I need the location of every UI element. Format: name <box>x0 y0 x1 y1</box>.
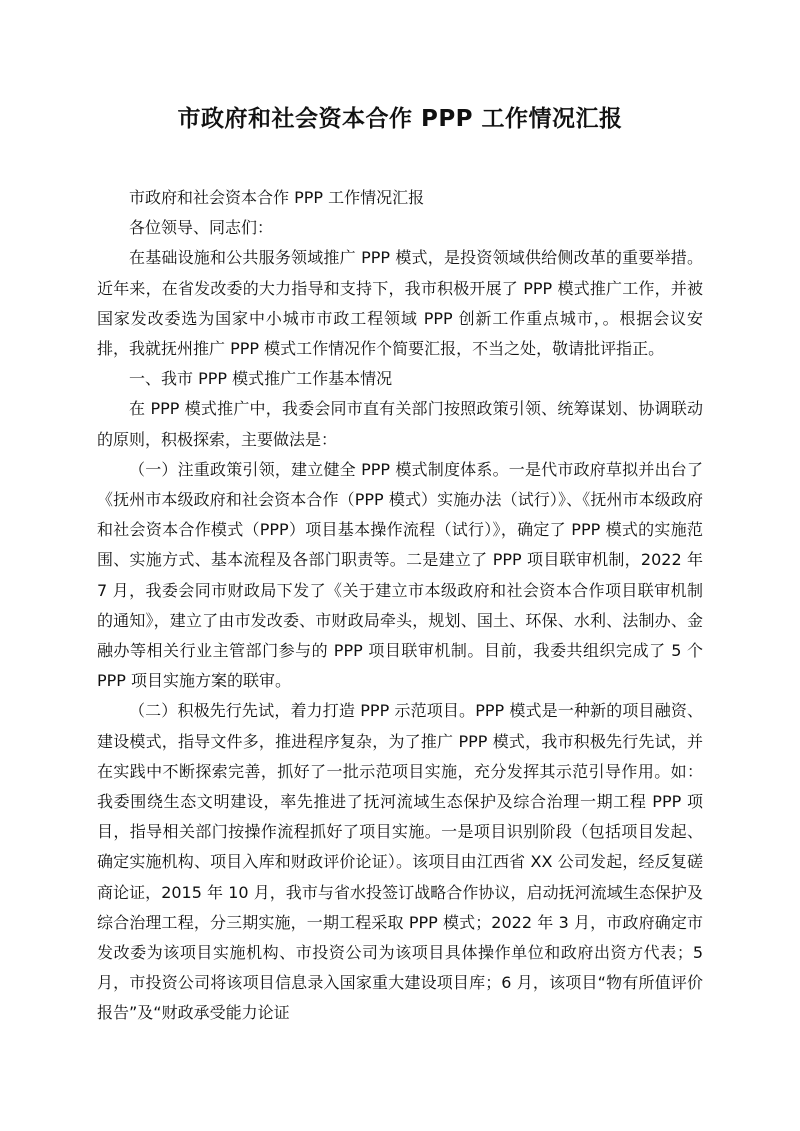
paragraph-pilot: （二）积极先行先试，着力打造 PPP 示范项目。PPP 模式是一种新的项目融资、建设模式，指导文件多，推进程序复杂，为了推广 PPP 模式，我市积极先行先试，并在实践中不断探索完善，抓好了一批示范项目实施，充分发挥其示范引导作用。如：我委围绕生态文明建设，率先推进了抚河流域生态保护及综合治理一期工程 PPP 项目，指导相关部门按操作流程抓好了项目实施。一是项目识别阶段（包括项目发起、确定实施机构、项目入库和财政评价论证）。该项目由江西省 XX 公司发起，经反复磋商论证，2015 年 10 月，我市与省水投签订战略合作协议，启动抚河流域生态保护及综合治理工程，分三期实施，一期工程采取 PPP 模式；2022 年 3 月，市政府确定市发改委为该项目实施机构、市投资公司为该项目具体操作单位和政府出资方代表；5 月，市投资公司将该项目信息录入国家重大建设项目库；6 月，该项目“物有所值评价报告”及“财政承受能力论证 <box>97 701 703 1023</box>
paragraph-subtitle: 市政府和社会资本合作 PPP 工作情况汇报 <box>129 188 425 207</box>
document-body <box>97 183 703 1029</box>
paragraph-salutation: 各位领导、同志们： <box>129 218 274 238</box>
paragraph-intro: 在基础设施和公共服务领域推广 PPP 模式，是投资领域供给侧改革的重要举措。近年来，在省发改委的大力指导和支持下，我市积极开展了 PPP 模式推广工作，并被国家发改委选为国家中小城市市政工程领域 PPP 创新工作重点城市，。根据会议安排，我就抚州推广 PPP 模式工作情况作个简要汇报，不当之处，敬请批评指正。 <box>97 248 703 359</box>
section-heading-1: 一、我市 PPP 模式推广工作基本情况 <box>129 369 393 389</box>
paragraph-approach: 在 PPP 模式推广中，我委会同市直有关部门按照政策引领、统筹谋划、协调联动的原则，积极探索，主要做法是： <box>97 399 703 449</box>
document-title: 市政府和社会资本合作 PPP 工作情况汇报 <box>177 106 623 132</box>
paragraph-policy: （一）注重政策引领，建立健全 PPP 模式制度体系。一是代市政府草拟并出台了《抚州市本级政府和社会资本合作（PPP 模式）实施办法（试行）》、《抚州市本级政府和社会资本合作模式（PPP）项目基本操作流程（试行）》，确定了 PPP 模式的实施范围、实施方式、基本流程及各部门职责等。二是建立了 PPP 项目联审机制，2022 年 7 月，我委会同市财政局下发了《关于建立市本级政府和社会资本合作项目联审机制的通知》，建立了由市发改委、市财政局牵头，规划、国土、环保、水利、法制办、金融办等相关行业主管部门参与的 PPP 项目联审机制。目前，我委共组织完成了 5 个 PPP 项目实施方案的联审。 <box>97 459 703 691</box>
